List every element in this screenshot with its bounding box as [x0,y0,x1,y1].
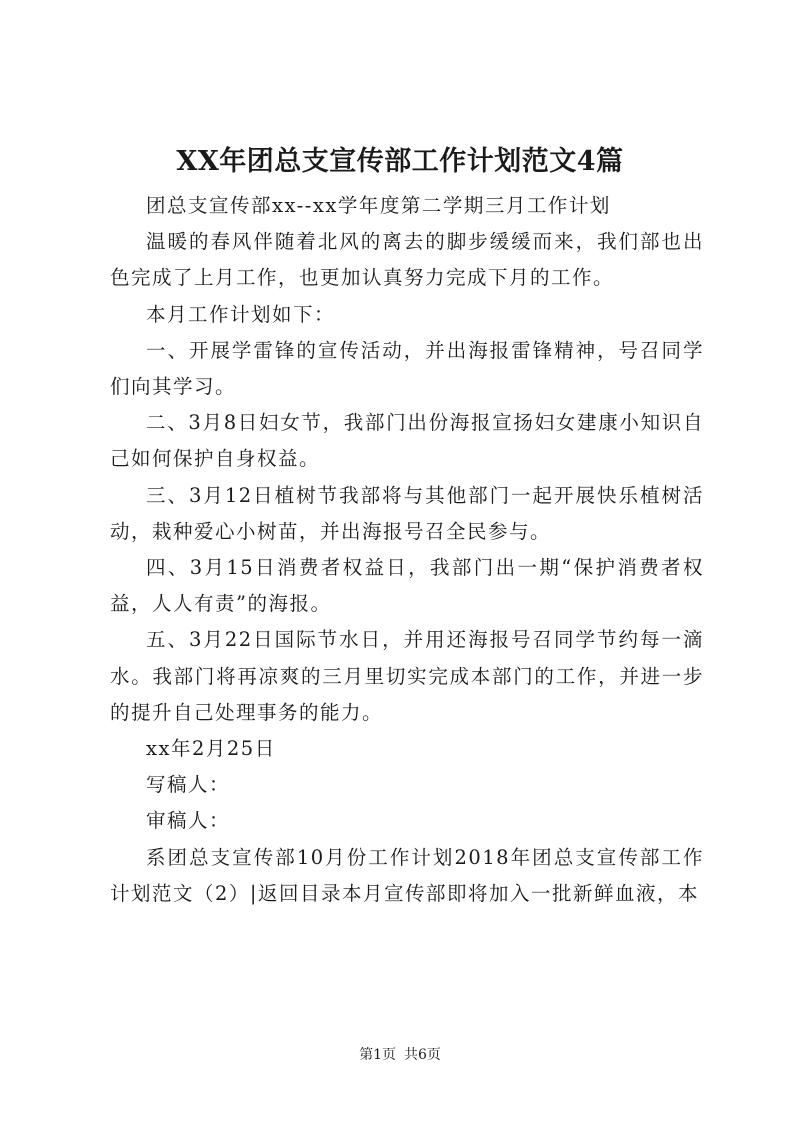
document-title: XX年团总支宣传部工作计划范文4篇 [176,146,624,177]
document-body [110,188,704,912]
page-number: 第1页 [359,1047,396,1063]
paragraph-item-2: 二、3月8日妇女节，我部门出份海报宣扬妇女建康小知识自己如何保护自身权益。 [110,411,704,471]
page-total: 共6页 [404,1047,441,1063]
paragraph-writer: 写稿人： [146,773,231,797]
paragraph-date: xx年2月25日 [146,737,276,761]
page-footer [0,1045,800,1065]
paragraph-subtitle: 团总支宣传部xx--xx学年度第二学期三月工作计划 [146,194,611,217]
paragraph-continuation: 系团总支宣传部10月份工作计划2018年团总支宣传部工作计划范文（2）|返回目录本月宣传部即将加入一批新鲜血液，本 [110,845,704,905]
paragraph-item-1: 一、开展学雷锋的宣传活动，并出海报雷锋精神，号召同学们向其学习。 [110,338,704,399]
paragraph-plan-heading: 本月工作计划如下： [146,302,336,326]
paragraph-reviewer: 审稿人： [146,809,231,833]
paragraph-item-3: 三、3月12日植树节我部将与其他部门一起开展快乐植树活动，栽种爱心小树苗，并出海报号召全民参与。 [110,483,704,543]
paragraph-intro: 温暖的春风伴随着北风的离去的脚步缓缓而来，我们部也出色完成了上月工作，也更加认真努力完成下月的工作。 [110,230,704,290]
paragraph-item-5: 五、3月22日国际节水日，并用还海报号召同学节约每一滴水。我部门将再凉爽的三月里切实完成本部门的工作，并进一步的提升自己处理事务的能力。 [110,628,704,724]
paragraph-item-4: 四、3月15日消费者权益日，我部门出一期“保护消费者权益，人人有责”的海报。 [110,556,704,616]
